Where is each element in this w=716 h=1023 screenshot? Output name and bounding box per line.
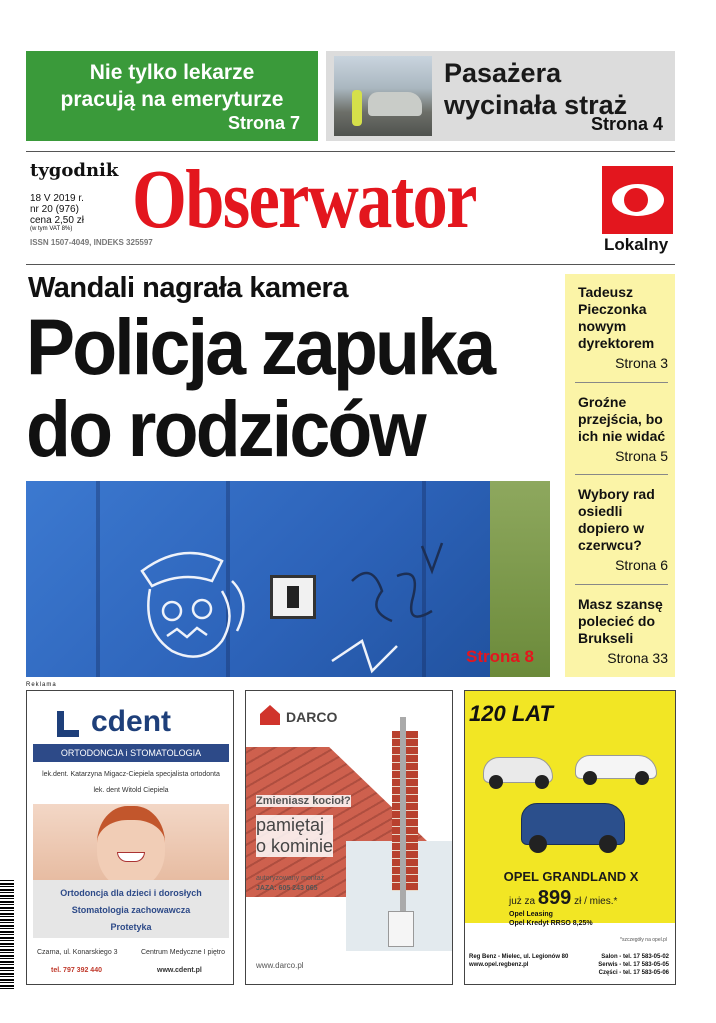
teaser-title: Nie tylko lekarze pracują na emeryturze: [60, 61, 284, 111]
teaser-emerytura[interactable]: [26, 51, 318, 141]
sidebar-item-title: Masz szansę polecieć do Brukseli: [578, 596, 663, 646]
masthead-subtitle: Lokalny: [604, 235, 669, 254]
issue-date: 18 V 2019 r.: [30, 193, 84, 204]
teaser-page: Strona 4: [590, 114, 663, 134]
sidebar-divider: [575, 474, 668, 475]
issue-vat: (w tym VAT 8%): [30, 226, 73, 232]
darco-house-icon: [260, 705, 280, 725]
wheel: [489, 775, 503, 789]
lead-headline[interactable]: [26, 302, 494, 473]
cdent-photo: [33, 804, 229, 880]
opel-model: OPEL GRANDLAND X: [503, 869, 639, 884]
headline-line1: Policja zapuka: [26, 302, 494, 391]
darco-logo: DARCO: [286, 709, 338, 725]
publication-type: tygodnik: [30, 160, 119, 181]
service-item: Stomatologia zachowawcza: [71, 905, 191, 915]
lead-photo[interactable]: [26, 481, 550, 677]
teaser-title: [444, 57, 627, 121]
sidebar-item[interactable]: [578, 394, 668, 465]
cdent-phone: tel. 797 392 440: [51, 967, 102, 974]
sidebar-teasers: [565, 274, 675, 677]
darco-question: Zmieniasz kocioł?: [256, 795, 351, 807]
wheel: [529, 835, 547, 853]
barcode-icon: [0, 880, 14, 990]
sidebar-divider: [575, 382, 668, 383]
service-item: Protetyka: [110, 922, 152, 932]
opel-contacts: [598, 953, 669, 977]
cdent-url[interactable]: www.cdent.pl: [157, 967, 202, 974]
price-value: 899: [537, 887, 572, 909]
finance-line: Opel Kredyt RRSO 8,25%: [509, 920, 593, 927]
teaser-photo: [334, 56, 432, 136]
boiler-illustration: [388, 911, 414, 947]
issue-meta: [30, 193, 84, 233]
sidebar-item[interactable]: [578, 596, 668, 667]
finance-line: Opel Leasing: [509, 911, 553, 918]
darco-slogan: [256, 815, 333, 857]
sidebar-item[interactable]: [578, 284, 668, 372]
headline-line2: do rodziców: [26, 384, 424, 473]
sidebar-item-page: Strona 5: [615, 448, 668, 464]
sidebar-divider: [575, 584, 668, 585]
firefighter-figure: [352, 90, 362, 126]
sidebar-item-page: Strona 3: [615, 355, 668, 371]
slogan-line1: pamiętaj: [256, 815, 325, 835]
service-item: Ortodoncja dla dzieci i dorosłych: [60, 888, 202, 898]
darco-phone: JAZA: 605 243 065: [256, 885, 318, 892]
masthead-logo[interactable]: Obserwator: [132, 153, 476, 246]
person-icon: [287, 586, 299, 608]
cdent-doctor2: lek. dent Witold Ciepiela: [93, 787, 169, 794]
darco-url[interactable]: www.darco.pl: [256, 961, 304, 970]
divider: [26, 264, 675, 265]
darco-installer: autoryzowany montaż: [256, 875, 325, 882]
sidebar-item-title: Tadeusz Pieczonka nowym dyrektorem: [578, 284, 655, 351]
wheel: [635, 771, 649, 785]
cdent-address-left: Czarna, ul. Konarskiego 3: [37, 949, 118, 956]
sidebar-item[interactable]: [578, 486, 668, 574]
ad-cdent[interactable]: [26, 690, 234, 985]
cdent-services: [33, 880, 229, 938]
teaser-title-line2: wycinała straż: [444, 90, 628, 120]
cdent-logo: cdent: [91, 705, 172, 738]
teaser-page: Strona 7: [227, 113, 300, 133]
ad-label: Reklama: [26, 682, 57, 688]
eye-pupil: [624, 188, 648, 212]
photo-page-ref: Strona 8: [466, 647, 535, 666]
wheel: [535, 775, 549, 789]
lead-kicker: Wandali nagrała kamera: [28, 272, 348, 304]
opel-note: *szczegóły na opel.pl: [620, 937, 667, 943]
eye-logo-icon: [602, 166, 673, 234]
cdent-band: ORTODONCJA i STOMATOLOGIA: [33, 744, 229, 762]
opel-dealer: [469, 953, 568, 969]
price-suffix: zł / mies.*: [574, 896, 618, 907]
issue-price: cena 2,50 zł: [30, 215, 84, 226]
issn: ISSN 1507-4049, INDEKS 325597: [30, 238, 153, 247]
teaser-title-line1: Pasażera: [444, 58, 562, 88]
sidebar-item-title: Groźne przejścia, bo ich nie widać: [578, 394, 666, 444]
cdent-logo-icon: [57, 711, 79, 737]
contact-line: Salon - tel. 17 583-05-02: [601, 954, 669, 960]
slogan-line2: o kominie: [256, 836, 334, 856]
dealer-url[interactable]: www.opel.regbenz.pl: [469, 962, 529, 968]
issue-number: nr 20 (976): [30, 204, 79, 215]
car-figure: [368, 92, 422, 116]
wheel: [583, 771, 597, 785]
pipe-illustration: [400, 717, 406, 917]
sidebar-item-page: Strona 33: [607, 650, 668, 666]
cdent-address-right: Centrum Medyczne I piętro: [141, 949, 226, 956]
ad-darco[interactable]: [245, 690, 453, 985]
dealer-address: Reg Benz - Mielec, ul. Legionów 80: [469, 954, 569, 960]
opel-anniversary: 120 LAT: [469, 701, 553, 726]
contact-line: Części - tel. 17 583-05-06: [598, 970, 669, 976]
toilet-sign-icon: [270, 575, 316, 619]
price-prefix: już za: [509, 896, 536, 907]
teaser-straz[interactable]: [326, 51, 675, 141]
cdent-doctor1: lek.dent. Katarzyna Migacz-Ciepiela specjalista ortodonta: [42, 771, 220, 778]
opel-price: [509, 887, 617, 910]
contact-line: Serwis - tel. 17 583-05-05: [598, 962, 669, 968]
sidebar-item-title: Wybory rad osiedli dopiero w czerwcu?: [578, 486, 655, 553]
sidebar-item-page: Strona 6: [615, 557, 668, 573]
photo-panel-line: [96, 481, 100, 677]
ad-opel[interactable]: [464, 690, 676, 985]
wheel: [599, 835, 617, 853]
smiling-face: [97, 806, 165, 880]
opel-finance: [509, 910, 593, 928]
